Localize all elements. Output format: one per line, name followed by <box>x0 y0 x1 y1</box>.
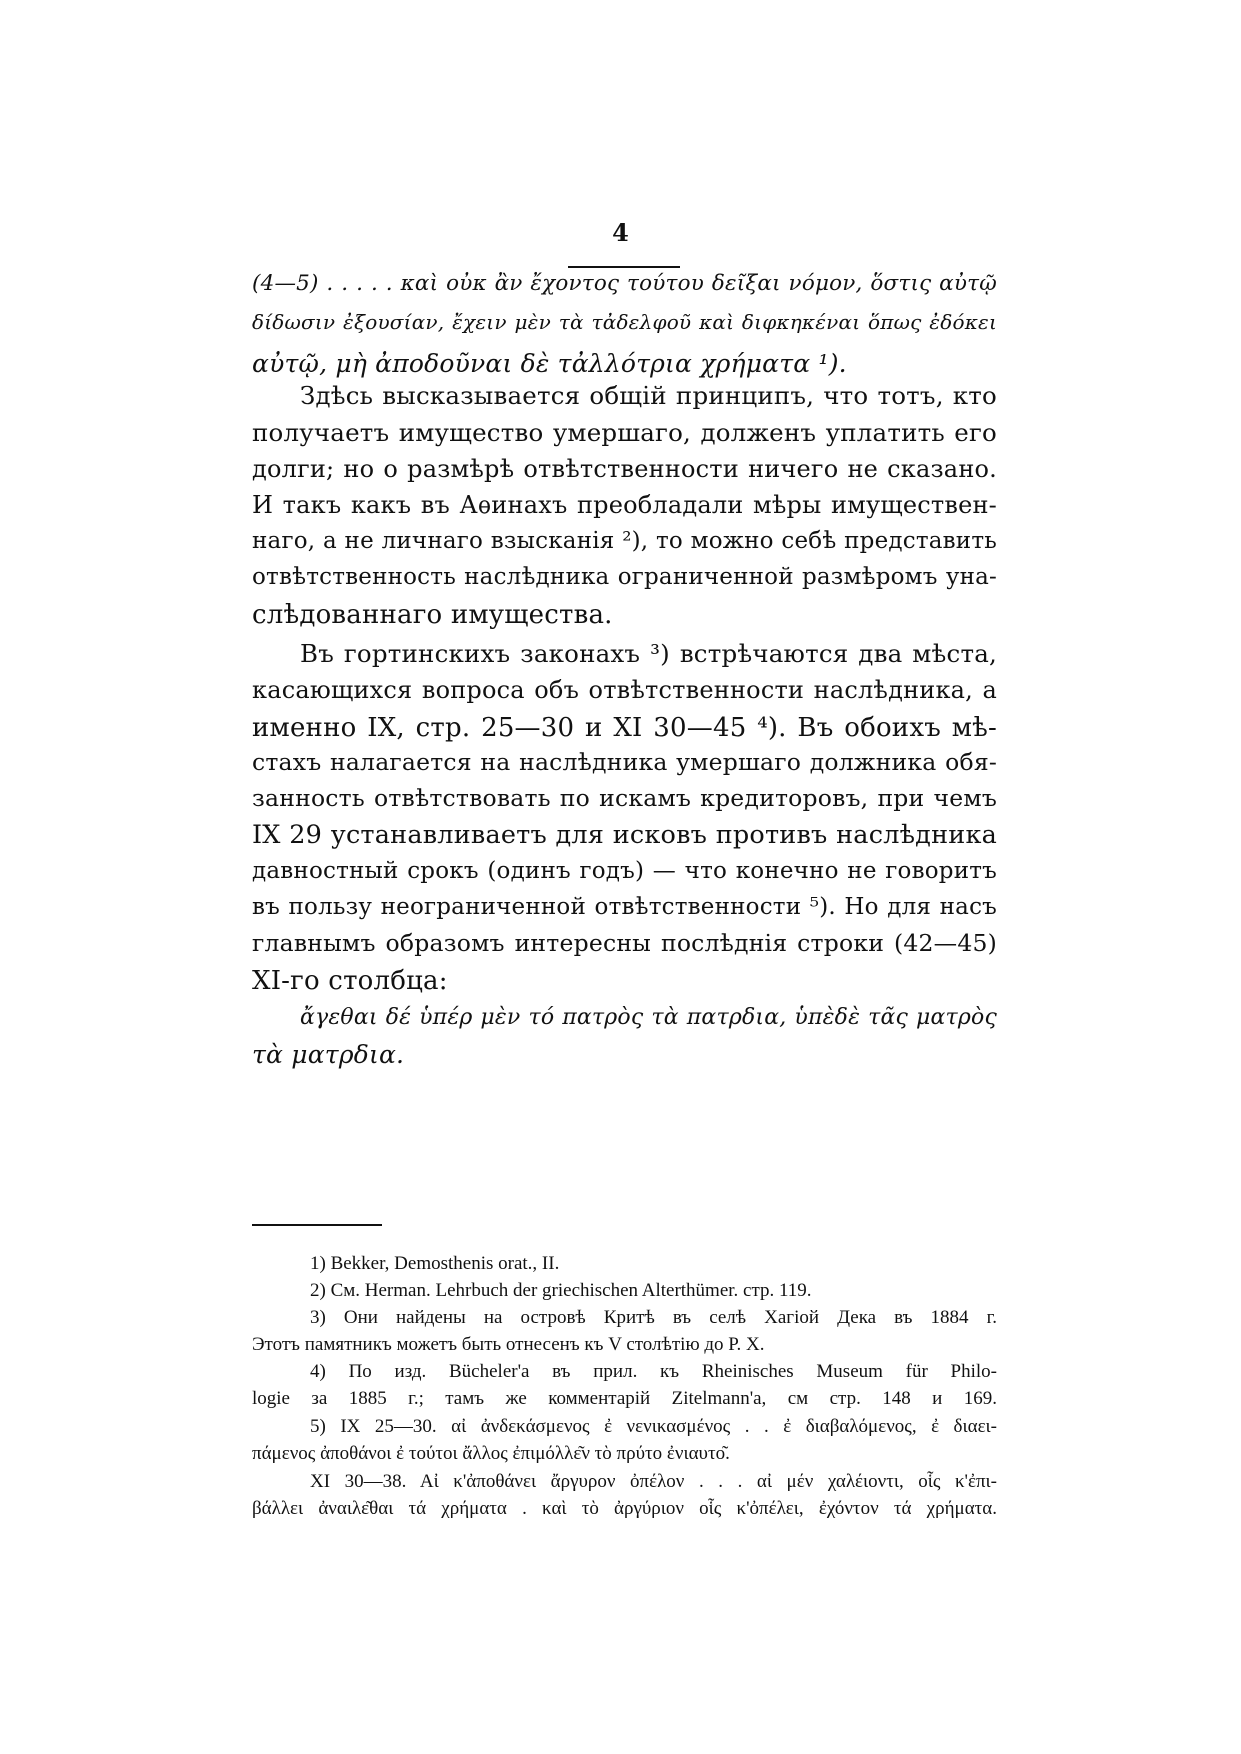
text-line: Здѣсь высказывается общій принципъ, что тотъ, кто <box>300 381 997 410</box>
footnote-line: logie за 1885 г.; тамъ же комментарій Zitelmann'a, см стр. 148 и 169. <box>252 1388 997 1409</box>
text-line: δίδωσιν ἐξουσίαν, ἔχειν μὲν τὰ τἀδελφοῦ καὶ διφκηκέναι ὅπως ἐδόκει <box>252 310 997 334</box>
footnote-line: 2) См. Herman. Lehrbuch der griechischen Alterthümer. стр. 119. <box>310 1280 812 1301</box>
footnote-line: βάλλει ἀναιλε͂θαι τά χρήματα . καὶ τὸ ἀργύριον οἷς κ'ὀπέλει, ἐχόντον τά χρήματα. <box>252 1498 997 1519</box>
footnote-line: 5) IX 25—30. αἰ ἀνδεκάσμενος ἐ νενικασμένος . . ἐ διαβαλόμενος, ἐ διαει- <box>310 1416 997 1437</box>
text-line: наго, а не личнаго взысканія ²), то можно себѣ представить <box>252 528 997 554</box>
text-line: давностный срокъ (одинъ годъ) — что конечно не говоритъ <box>252 858 997 884</box>
text-line: стахъ налагается на наслѣдника умершаго должника обя- <box>252 748 997 776</box>
text-line: получаетъ имущество умершаго, долженъ уплатить его <box>252 418 997 447</box>
footnote-separator <box>252 1224 382 1226</box>
text-line: И такъ какъ въ Аѳинахъ преобладали мѣры имуществен- <box>252 491 997 519</box>
text-line: занность отвѣтствовать по искамъ кредиторовъ, при чемъ <box>252 784 997 812</box>
page-number: 4 <box>612 218 629 247</box>
text-line: τὰ ματρδια. <box>252 1040 405 1069</box>
text-line: въ пользу неограниченной отвѣтственности ⁵). Но для насъ <box>252 894 997 920</box>
footnote-line: Этотъ памятникъ можетъ быть отнесенъ къ V столѣтію до Р. Х. <box>252 1334 765 1355</box>
text-line: долги; но о размѣрѣ отвѣтственности ничего не сказано. <box>252 455 997 483</box>
text-line: касающихся вопроса объ отвѣтственности наслѣдника, а <box>252 676 997 704</box>
text-line: αὐτῷ, μὴ ἀποδοῦναι δὲ τἀλλότρια χρήματα ¹). <box>252 349 847 378</box>
text-line: Въ гортинскихъ законахъ ³) встрѣчаются два мѣста, <box>300 639 997 668</box>
footnote-line: XI 30—38. Aἰ κ'ἀποθάνει ἄργυρον ὀπέλον . . . αἰ μέν χαλέιοντι, οἷς κ'ἐπι- <box>310 1471 997 1492</box>
footnote-line: 4) По изд. Bücheler'a въ прил. къ Rheinisches Museum für Philo- <box>310 1361 997 1382</box>
text-line: IX 29 устанавливаетъ для исковъ противъ наслѣдника <box>252 820 997 850</box>
text-line: XI-го столбца: <box>252 966 448 996</box>
footnote-line: πάμενος ἀποθάνοι ἐ τούτοι ἄλλος ἐπιμόλλε͂ν τὸ πρύτο ἐνιαυτο͂. <box>252 1443 730 1464</box>
text-line: отвѣтственность наслѣдника ограниченной размѣромъ уна- <box>252 564 997 590</box>
text-line: (4—5) . . . . . καὶ οὐκ ἂν ἔχοντος τούτου δεῖξαι νόμον, ὅστις αὐτῷ <box>252 271 997 296</box>
text-line: слѣдованнаго имущества. <box>252 600 613 630</box>
footnote-line: 1) Bekker, Demosthenis orat., II. <box>310 1253 560 1274</box>
footnote-line: 3) Они найдены на островѣ Критѣ въ селѣ Хагіой Дека въ 1884 г. <box>310 1307 997 1328</box>
text-line: главнымъ образомъ интересны послѣднія строки (42—45) <box>252 929 997 957</box>
page-number-underline <box>568 266 680 268</box>
text-line: именно IX, стр. 25—30 и XI 30—45 ⁴). Въ обоихъ мѣ- <box>252 713 997 743</box>
text-line: ἄγεθαι δέ ὑπέρ μὲν τό πατρὸς τὰ πατρδια, ὑπὲδὲ τᾶς ματρὸς <box>300 1005 997 1030</box>
